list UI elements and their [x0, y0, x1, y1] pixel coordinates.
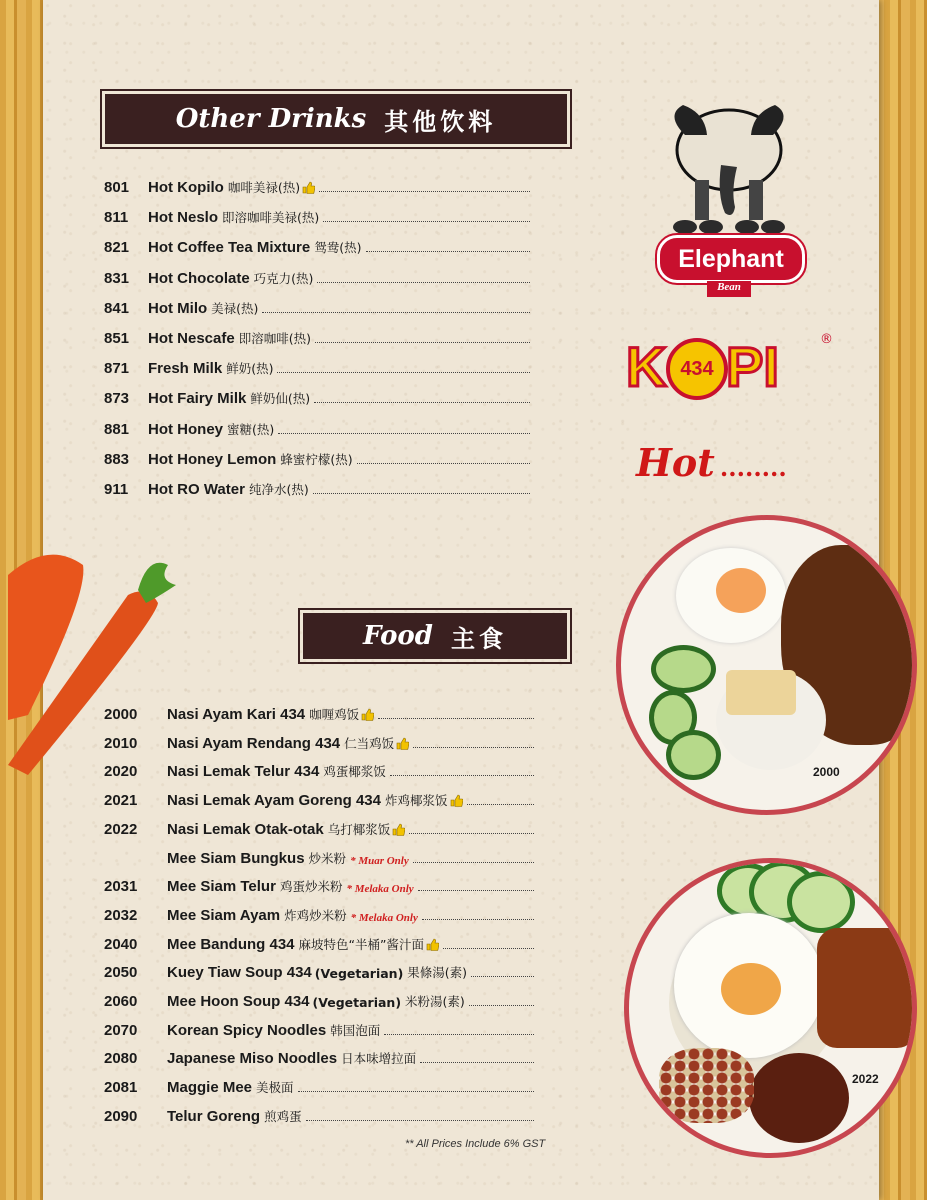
- food-item-vegetarian: (Vegetarian): [312, 995, 402, 1010]
- drinks-item-name: Fresh Milk: [148, 360, 223, 378]
- food-item-name: Japanese Miso Noodles: [167, 1050, 338, 1068]
- drinks-item-chinese-name: 纯净水(热): [248, 482, 309, 497]
- dotted-leader: [315, 342, 530, 343]
- dotted-leader: [471, 976, 534, 977]
- drinks-item: [104, 383, 530, 407]
- kopi-number-circle: [666, 338, 728, 400]
- food-item-chinese-name: 乌打椰浆饭: [327, 821, 391, 837]
- food-item: [104, 1043, 534, 1067]
- food-item-chinese-name: 咖喱鸡饭: [309, 707, 360, 722]
- drinks-item-chinese-name: 美禄(热): [211, 300, 259, 316]
- food-item-code: 2000: [104, 706, 138, 723]
- kopi-left-letter: K: [626, 335, 667, 398]
- drinks-item: [104, 444, 530, 468]
- food-item-chinese-name: 果條湯(素): [407, 965, 468, 981]
- drinks-item-name: Hot Chocolate: [148, 269, 250, 287]
- drinks-item-code: 831: [104, 269, 130, 287]
- thumbs-up-icon: [302, 181, 315, 194]
- egg-yolk: [716, 568, 766, 613]
- dotted-leader: [378, 718, 534, 719]
- food-banner: [303, 613, 567, 659]
- food-item-name: Nasi Ayam Kari 434: [167, 706, 306, 723]
- hot-dots: ........: [719, 453, 787, 482]
- food-item-code: 2080: [104, 1050, 138, 1068]
- drinks-item-code: 881: [104, 420, 130, 438]
- kopi-registered-mark: ®: [820, 332, 833, 347]
- drinks-item-name: Hot Nescafe: [148, 330, 235, 347]
- food-item-code: 2020: [104, 763, 138, 781]
- food-item: [104, 900, 534, 924]
- food-item-name: Mee Siam Telur: [167, 878, 276, 896]
- food-item: [104, 871, 534, 895]
- drinks-item: [104, 474, 530, 498]
- dotted-leader: [306, 1120, 534, 1121]
- drinks-item-code: 821: [104, 239, 130, 257]
- dotted-leader: [422, 919, 534, 920]
- cracker: [726, 670, 796, 715]
- dotted-leader: [313, 493, 530, 494]
- sambal: [749, 1053, 849, 1143]
- drinks-item: [104, 323, 530, 347]
- dotted-leader: [469, 1005, 534, 1006]
- food-item-vegetarian: (Vegetarian): [314, 966, 404, 982]
- drinks-item-chinese-name: 鲜奶仙(热): [250, 391, 311, 407]
- egg-yolk-2: [721, 963, 781, 1015]
- food-item-code: 2050: [104, 964, 138, 982]
- elephant-brand-badge: [657, 235, 805, 283]
- hot-text: Hot: [636, 440, 715, 485]
- food-item: [104, 1072, 534, 1096]
- dish-photo-2022: [624, 858, 917, 1158]
- price-footnote: ** All Prices Include 6% GST: [405, 1138, 546, 1150]
- otak-otak: [817, 928, 917, 1048]
- drinks-item-code: 911: [104, 481, 129, 498]
- cucumber-slice-c: [787, 871, 855, 933]
- dotted-leader: [323, 221, 530, 222]
- food-item-chinese-name: 鸡蛋椰浆饭: [323, 764, 386, 780]
- food-item: [104, 814, 534, 838]
- cucumber-slice-3: [666, 730, 721, 780]
- drinks-title-en: Other Drinks: [175, 104, 367, 134]
- food-item-name: Nasi Lemak Ayam Goreng 434: [167, 792, 381, 810]
- food-item-code: 2032: [104, 906, 138, 924]
- drinks-item-name: Hot Neslo: [148, 209, 219, 227]
- drinks-item-name: Hot RO Water: [148, 481, 245, 498]
- food-item-code: 2070: [104, 1021, 138, 1039]
- drinks-item: [104, 263, 530, 287]
- drinks-item-code: 801: [104, 179, 130, 196]
- drinks-item: [104, 202, 530, 226]
- dotted-leader: [413, 862, 534, 863]
- food-item-name: Mee Siam Bungkus: [167, 849, 305, 867]
- food-item-name: Korean Spicy Noodles: [167, 1021, 327, 1039]
- dotted-leader: [278, 433, 530, 434]
- elephant-brand-name: Elephant: [678, 244, 784, 273]
- food-item-chinese-name: 鸡蛋炒米粉: [279, 879, 343, 895]
- food-item-code: 2010: [104, 734, 138, 752]
- peanuts: [659, 1048, 754, 1123]
- food-item-code: 2022: [104, 820, 138, 838]
- food-title-en: Food: [363, 621, 433, 651]
- dish-label-2022: 2022: [852, 1072, 879, 1086]
- dotted-leader: [409, 833, 534, 834]
- food-title-zh: 主食: [450, 624, 507, 653]
- elephant-brand-sub: Bean: [707, 281, 751, 297]
- kopi-right-letters: PI: [726, 335, 779, 398]
- elephant-bean-logo: [655, 95, 803, 305]
- food-item-chinese-name: 日本味增拉面: [341, 1051, 417, 1067]
- food-item: [104, 957, 534, 981]
- food-item: [104, 1101, 534, 1125]
- food-item: [104, 785, 534, 809]
- carrot-image: [8, 545, 178, 775]
- dotted-leader: [443, 948, 534, 949]
- drinks-item: [104, 293, 530, 317]
- food-item-name: Maggie Mee: [167, 1079, 253, 1097]
- drinks-item-code: 883: [104, 450, 130, 468]
- drinks-item-chinese-name: 巧克力(热): [253, 270, 314, 286]
- thumbs-up-icon: [450, 794, 463, 807]
- drinks-item-code: 841: [104, 299, 130, 317]
- food-item-chinese-name: 炸鸡炒米粉: [284, 907, 347, 923]
- drinks-item-code: 851: [104, 330, 130, 347]
- kopi-number: 434: [680, 357, 714, 380]
- drinks-item: [104, 414, 530, 438]
- food-item-chinese-name: 炒米粉: [308, 850, 347, 866]
- food-item: [104, 986, 534, 1010]
- dotted-leader: [384, 1034, 534, 1035]
- food-item-code: 2081: [104, 1079, 138, 1097]
- drinks-item: [104, 172, 530, 196]
- food-item-chinese-name: 炸鸡椰浆饭: [384, 793, 448, 809]
- drinks-item-code: 871: [104, 360, 130, 378]
- drinks-item-name: Hot Fairy Milk: [148, 390, 247, 408]
- drinks-item-name: Hot Honey: [148, 420, 223, 438]
- drinks-item-code: 811: [104, 209, 129, 227]
- drinks-item-name: Hot Honey Lemon: [148, 450, 277, 468]
- food-item-chinese-name: 煎鸡蛋: [264, 1108, 302, 1124]
- drinks-item-chinese-name: 咖啡美禄(热): [227, 180, 301, 195]
- drinks-item-chinese-name: 鸳鸯(热): [314, 240, 362, 256]
- dotted-leader: [366, 251, 530, 252]
- food-item-code: 2031: [104, 878, 138, 896]
- drinks-item-chinese-name: 蜜糖(热): [227, 421, 275, 437]
- food-item-name: Telur Goreng: [167, 1107, 261, 1125]
- drinks-item: [104, 232, 530, 256]
- drinks-item-chinese-name: 蜂蜜柠檬(热): [280, 451, 353, 467]
- food-item: [104, 843, 534, 867]
- food-item-chinese-name: 麻坡特色“半桶”酱汁面: [298, 936, 424, 952]
- food-item-chinese-name: 美极面: [256, 1080, 294, 1096]
- food-item-code: 2040: [104, 935, 138, 953]
- food-item-availability-note: * Muar Only: [350, 854, 409, 867]
- dotted-leader: [314, 402, 530, 403]
- drinks-item-name: Hot Milo: [148, 299, 208, 317]
- dotted-leader: [413, 747, 534, 748]
- food-item-code: 2090: [104, 1107, 138, 1125]
- thumbs-up-icon: [396, 737, 409, 750]
- food-item-code: 2060: [104, 993, 138, 1010]
- food-item-name: Mee Siam Ayam: [167, 906, 281, 924]
- food-item-name: Mee Bandung 434: [167, 935, 295, 953]
- dotted-leader: [319, 191, 530, 192]
- drinks-item-chinese-name: 鲜奶(热): [226, 361, 274, 377]
- dotted-leader: [418, 890, 534, 891]
- food-item-name: Nasi Lemak Otak-otak: [167, 820, 324, 838]
- drinks-item-chinese-name: 即溶咖啡美禄(热): [222, 210, 320, 226]
- dotted-leader: [357, 463, 530, 464]
- food-item-chinese-name: 韩国泡面: [330, 1022, 381, 1038]
- dotted-leader: [277, 372, 530, 373]
- dotted-leader: [317, 282, 530, 283]
- dotted-leader: [262, 312, 530, 313]
- drinks-banner: [105, 94, 567, 144]
- dish-photo-2000: [616, 515, 917, 815]
- food-item-name: Nasi Lemak Telur 434: [167, 763, 320, 781]
- thumbs-up-icon: [361, 708, 374, 721]
- drinks-title-zh: 其他饮料: [384, 107, 497, 136]
- food-item-chinese-name: 仁当鸡饭: [344, 735, 395, 751]
- elephant-icon: [655, 95, 803, 235]
- dotted-leader: [390, 775, 534, 776]
- drinks-item: [104, 353, 530, 377]
- food-item-name: Mee Hoon Soup 434: [167, 993, 310, 1010]
- hot-label: [636, 440, 787, 485]
- drinks-item-chinese-name: 即溶咖啡(热): [238, 331, 311, 346]
- drinks-item-name: Hot Kopilo: [148, 179, 224, 196]
- kopi-434-logo: [626, 334, 836, 400]
- food-item: [104, 1015, 534, 1039]
- food-item-code: 2021: [104, 792, 138, 810]
- food-item: [104, 929, 534, 953]
- dotted-leader: [298, 1091, 534, 1092]
- thumbs-up-icon: [426, 938, 439, 951]
- drinks-item-name: Hot Coffee Tea Mixture: [148, 239, 311, 257]
- dotted-leader: [420, 1062, 534, 1063]
- food-item-availability-note: * Melaka Only: [346, 883, 414, 896]
- food-item-chinese-name: 米粉湯(素): [405, 994, 465, 1009]
- food-item-name: Nasi Ayam Rendang 434: [167, 734, 341, 752]
- cucumber-slice-1: [651, 645, 716, 693]
- food-item-name: Kuey Tiaw Soup 434: [167, 964, 312, 982]
- dish-label-2000: 2000: [813, 765, 840, 779]
- thumbs-up-icon: [392, 823, 405, 836]
- food-item-availability-note: * Melaka Only: [350, 911, 418, 924]
- dotted-leader: [467, 804, 535, 805]
- drinks-item-code: 873: [104, 390, 130, 408]
